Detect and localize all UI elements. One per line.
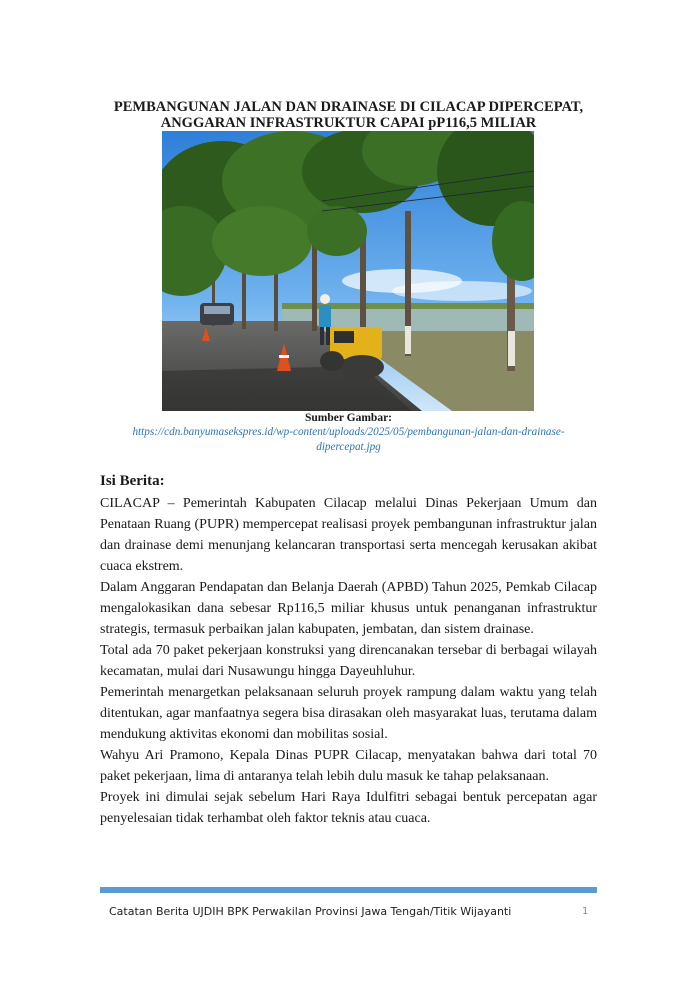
section-heading: Isi Berita: (100, 473, 165, 489)
page-number: 1 (582, 906, 589, 917)
paragraph: Total ada 70 paket pekerjaan konstruksi yang direncanakan tersebar di berbagai wilayah kecamatan, mulai dari Nusawungu hingga Dayeuhluhur. (100, 643, 597, 679)
article-body (100, 493, 597, 829)
paragraph: Wahyu Ari Pramono, Kepala Dinas PUPR Cilacap, menyatakan bahwa dari total 70 paket pekerjaan, lima di antaranya telah lebih dulu masuk ke tahap pelaksanaan. (100, 748, 597, 784)
image-source-url[interactable] (100, 425, 597, 454)
article-title-line-1: PEMBANGUNAN JALAN DAN DRAINASE DI CILACAP DIPERCEPAT, (113, 99, 584, 115)
image-source-url-line-2[interactable]: dipercepat.jpg (316, 440, 381, 453)
article-title (100, 99, 597, 131)
image-source-url-line-1[interactable]: https://cdn.banyumasekspres.id/wp-content/uploads/2025/05/pembangunan-jalan-dan-drainase- (132, 426, 565, 438)
paragraph: CILACAP – Pemerintah Kabupaten Cilacap melalui Dinas Pekerjaan Umum dan Penataan Ruang (PUPR) mempercepat realisasi proyek pembangunan infrastruktur jalan dan drainase demi menunjang kelancaran transportasi serta mencegah kerusakan akibat cuaca ekstrem. (100, 496, 597, 574)
footer-text: Catatan Berita UJDIH BPK Perwakilan Provinsi Jawa Tengah/Titik Wijayanti (109, 905, 512, 918)
paragraph: Dalam Anggaran Pendapatan dan Belanja Daerah (APBD) Tahun 2025, Pemkab Cilacap mengalokasikan dana sebesar Rp116,5 miliar khusus untuk penanganan infrastruktur strategis, termasuk perbaikan jalan kabupaten, jembatan, dan sistem drainase. (100, 580, 597, 637)
paragraph: Pemerintah menargetkan pelaksanaan seluruh proyek rampung dalam waktu yang telah ditentukan, agar manfaatnya segera bisa dirasakan oleh masyarakat luas, terutama dalam mendukung aktivitas ekonomi dan mobilitas sosial. (100, 685, 597, 742)
image-source-label: Sumber Gambar: (305, 412, 392, 424)
article-title-line-2: ANGGARAN INFRASTRUKTUR CAPAI pP116,5 MILIAR (160, 115, 537, 131)
article-photo (162, 131, 534, 411)
paragraph: Proyek ini dimulai sejak sebelum Hari Raya Idulfitri sebagai bentuk percepatan agar penyelesaian tidak terhambat oleh faktor teknis atau cuaca. (100, 790, 597, 826)
footer-divider (100, 887, 597, 893)
